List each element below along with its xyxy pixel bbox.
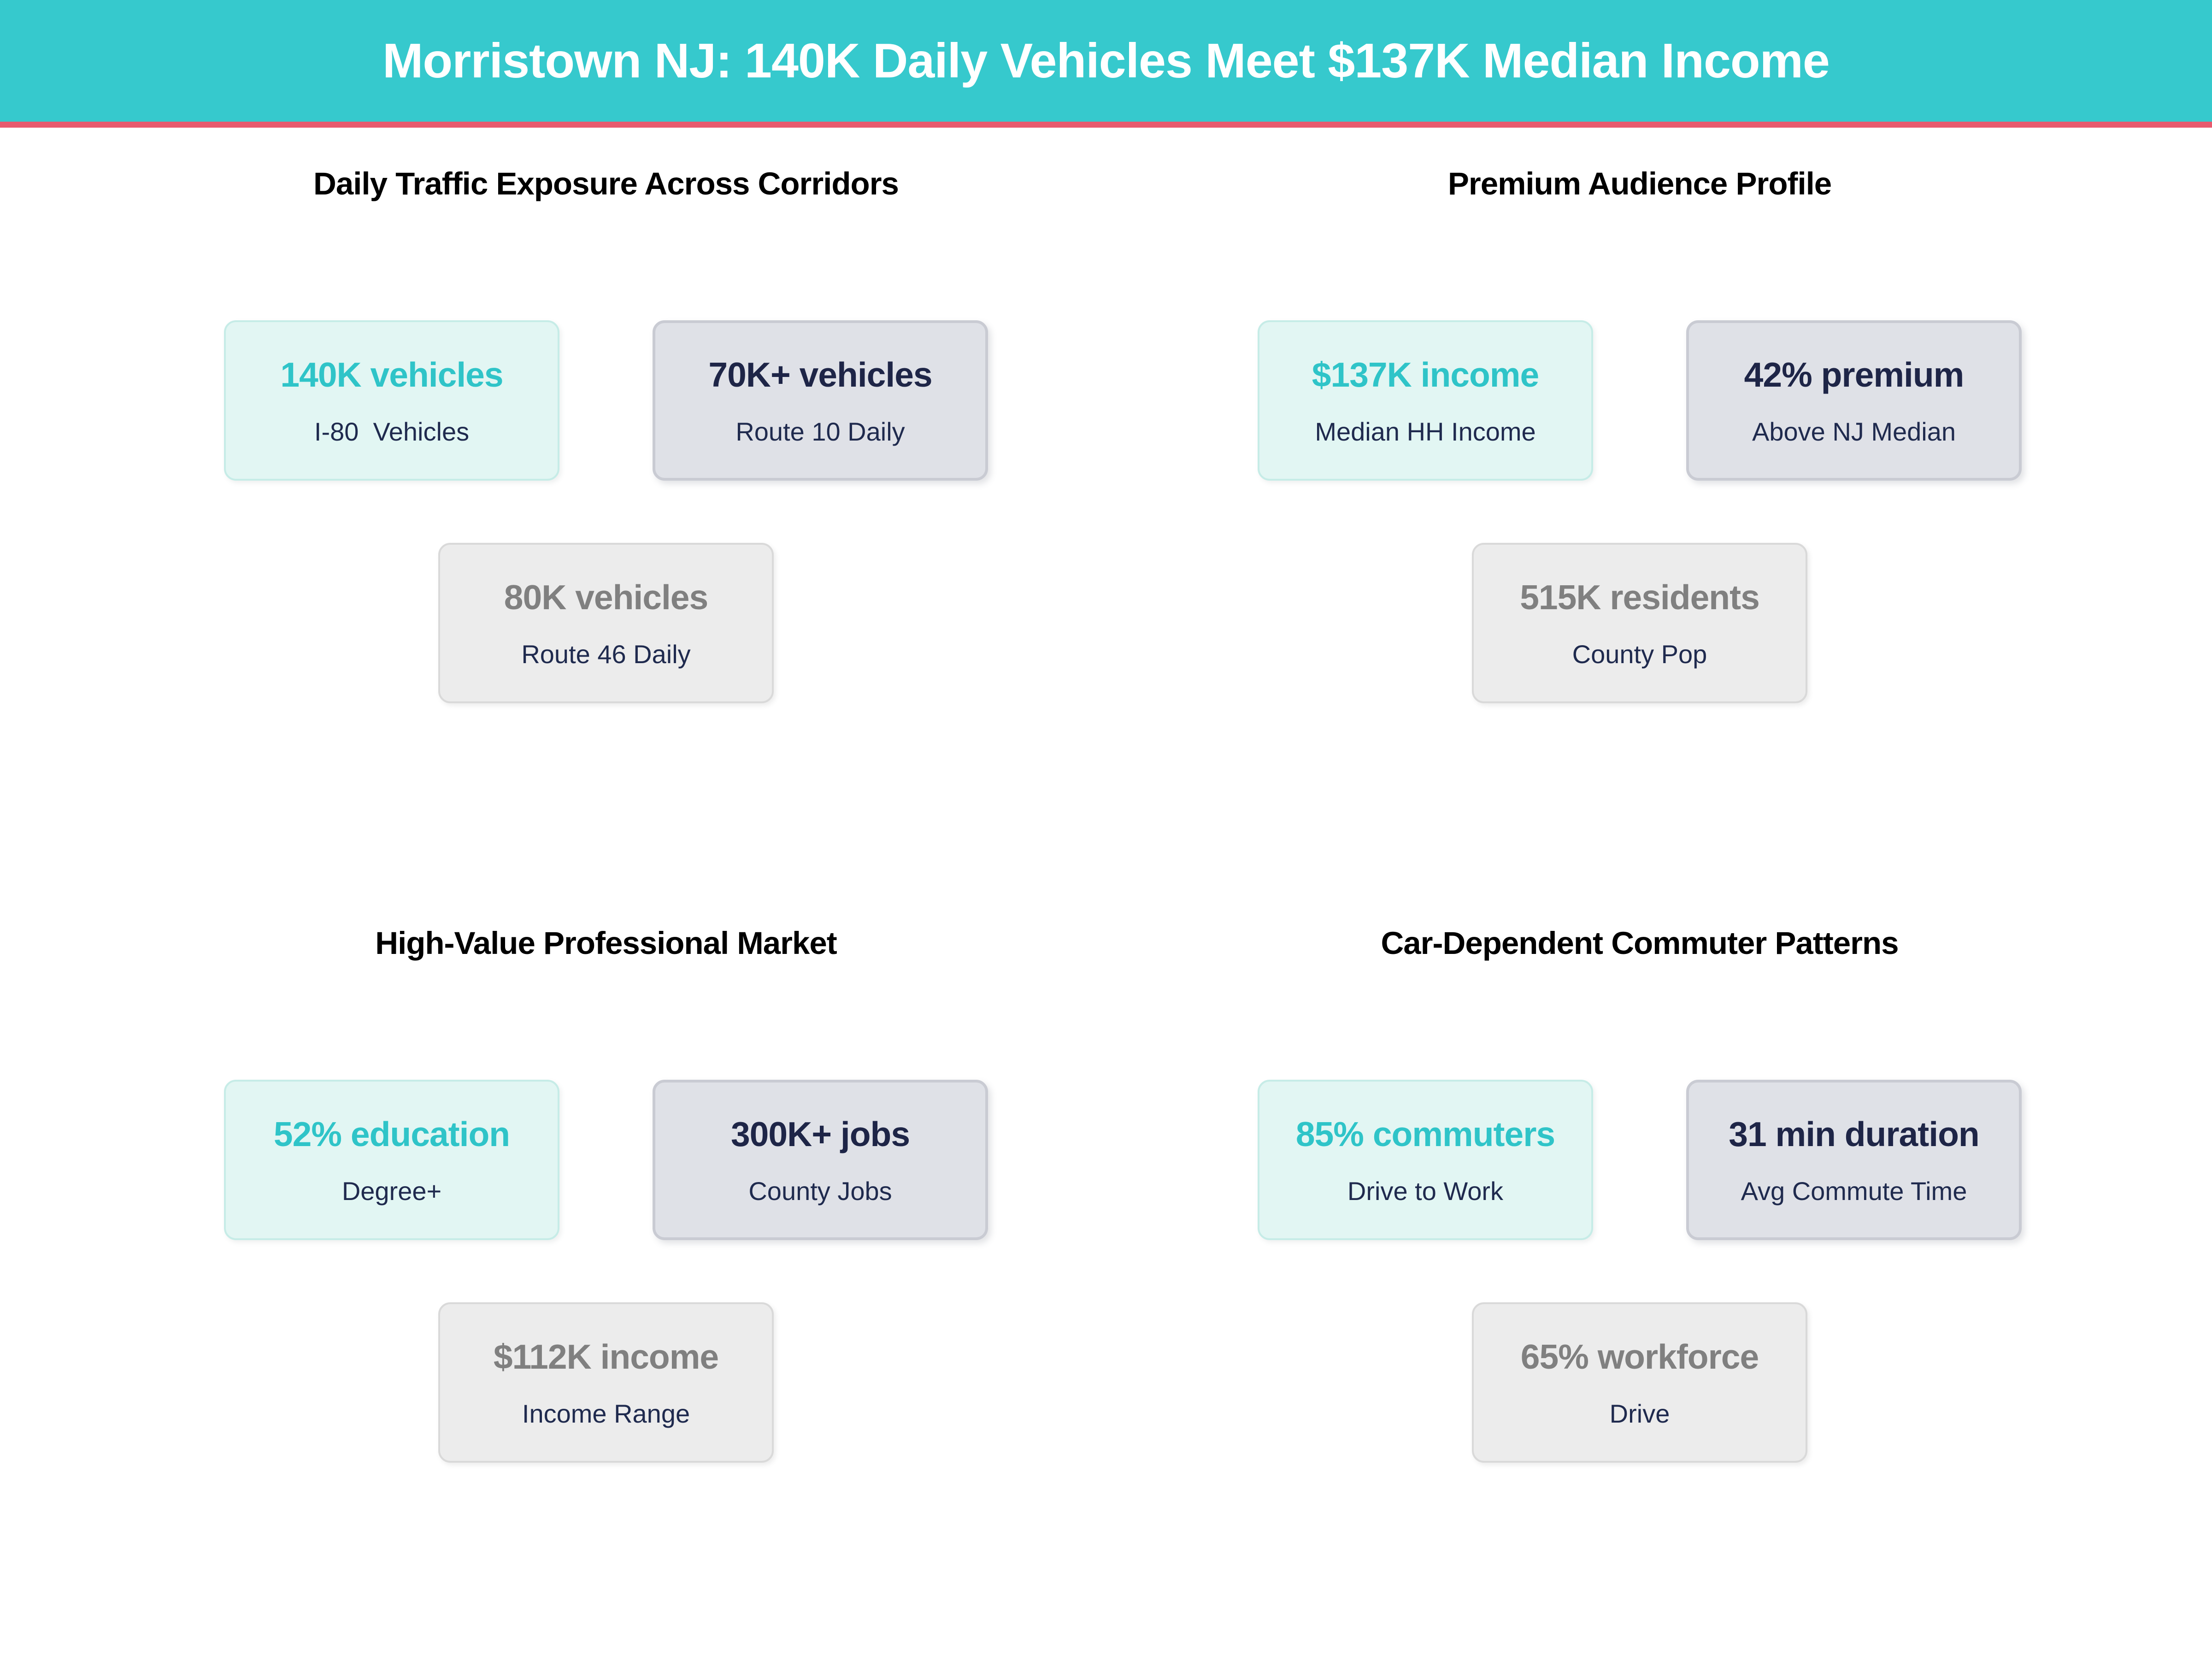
stat-value: 52% education — [273, 1114, 510, 1153]
stat-card-county-pop — [1472, 543, 1807, 703]
stat-value: 300K+ jobs — [730, 1114, 910, 1153]
stat-value: 31 min duration — [1729, 1114, 1979, 1153]
stat-label: Above NJ Median — [1752, 417, 1956, 446]
stat-label: Avg Commute Time — [1741, 1176, 1967, 1206]
stat-card-premium — [1686, 320, 2022, 481]
stat-card-route46 — [438, 543, 774, 703]
stat-value: 80K vehicles — [504, 577, 708, 617]
stat-label: Drive to Work — [1347, 1176, 1504, 1206]
stat-card-median-income — [1258, 320, 1593, 481]
quadrant-traffic-title: Daily Traffic Exposure Across Corridors — [313, 166, 899, 201]
quadrant-professional-market — [53, 893, 1159, 1648]
stat-label: County Pop — [1572, 639, 1707, 669]
stat-card-drive-to-work — [1258, 1080, 1593, 1240]
stat-value: $112K income — [493, 1337, 719, 1376]
quadrant-commuter-title: Car-Dependent Commuter Patterns — [1381, 925, 1899, 961]
quadrant-traffic — [53, 133, 1159, 889]
quadrant-market-title: High-Value Professional Market — [375, 925, 837, 961]
page-header — [0, 0, 2212, 128]
quadrant-commuter-patterns — [1087, 893, 2193, 1648]
stat-label: I-80 Vehicles — [314, 417, 470, 446]
stat-value: $137K income — [1312, 355, 1539, 394]
stat-label: County Jobs — [748, 1176, 892, 1206]
stat-value: 140K vehicles — [280, 355, 503, 394]
stat-label: Route 46 Daily — [521, 639, 691, 669]
stat-value: 85% commuters — [1295, 1114, 1555, 1153]
stat-card-education — [224, 1080, 559, 1240]
stat-card-commute-time — [1686, 1080, 2022, 1240]
stat-value: 42% premium — [1744, 355, 1964, 394]
stat-label: Income Range — [522, 1399, 690, 1428]
stat-value: 515K residents — [1520, 577, 1759, 617]
quadrant-audience — [1087, 133, 2193, 889]
stat-card-county-jobs — [653, 1080, 988, 1240]
stat-label: Median HH Income — [1315, 417, 1536, 446]
page-title: Morristown NJ: 140K Daily Vehicles Meet $137K Median Income — [382, 33, 1830, 88]
stat-card-i80-vehicles — [224, 320, 559, 481]
stat-label: Drive — [1609, 1399, 1670, 1428]
stat-value: 70K+ vehicles — [708, 355, 932, 394]
stat-label: Degree+ — [341, 1176, 442, 1206]
quadrant-audience-title: Premium Audience Profile — [1447, 166, 1832, 201]
stat-card-route10 — [653, 320, 988, 481]
stat-card-workforce-drive — [1472, 1302, 1807, 1463]
stat-label: Route 10 Daily — [735, 417, 905, 446]
stat-card-income-range — [438, 1302, 774, 1463]
stat-value: 65% workforce — [1520, 1337, 1759, 1376]
